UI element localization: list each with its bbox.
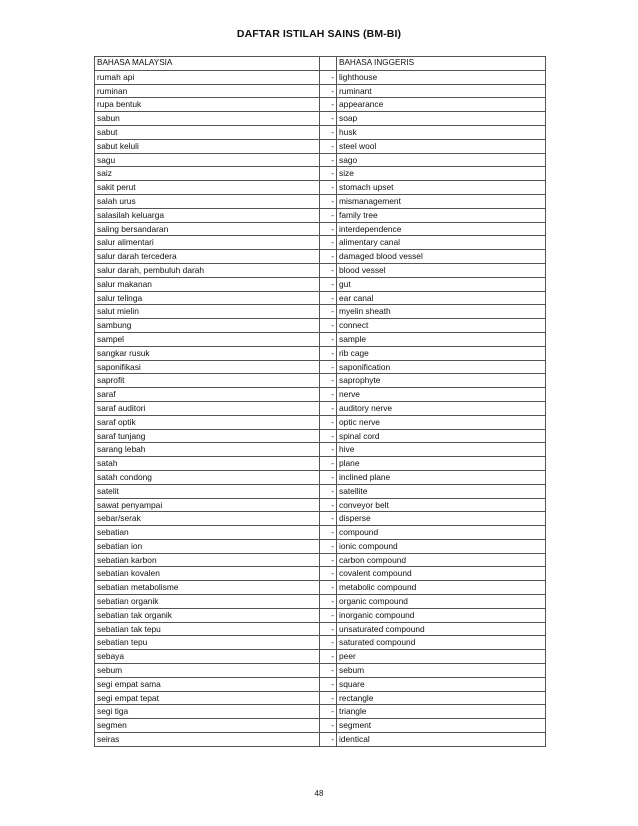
header-separator (320, 57, 337, 71)
term-malay: sebum (95, 664, 320, 678)
term-separator: - (320, 581, 337, 595)
table-row (95, 553, 546, 567)
table-row (95, 112, 546, 126)
term-malay: saraf auditori (95, 401, 320, 415)
term-separator: - (320, 622, 337, 636)
term-separator: - (320, 539, 337, 553)
term-malay: salasilah keluarga (95, 208, 320, 222)
table-row (95, 484, 546, 498)
table-row (95, 222, 546, 236)
term-english: stomach upset (337, 181, 546, 195)
term-english: saturated compound (337, 636, 546, 650)
table-row (95, 277, 546, 291)
term-malay: sakit perut (95, 181, 320, 195)
glossary-table-body (95, 57, 546, 747)
table-row (95, 346, 546, 360)
term-english: square (337, 677, 546, 691)
term-english: rib cage (337, 346, 546, 360)
table-row (95, 236, 546, 250)
table-row (95, 415, 546, 429)
term-separator: - (320, 112, 337, 126)
table-row (95, 139, 546, 153)
table-row (95, 319, 546, 333)
table-row (95, 608, 546, 622)
term-english: saprophyte (337, 374, 546, 388)
term-malay: sebatian ion (95, 539, 320, 553)
term-english: metabolic compound (337, 581, 546, 595)
table-row (95, 636, 546, 650)
term-malay: sagu (95, 153, 320, 167)
table-row (95, 443, 546, 457)
header-bahasa-inggeris: BAHASA INGGERIS (337, 57, 546, 71)
term-malay: salur telinga (95, 291, 320, 305)
table-row (95, 167, 546, 181)
term-english: sago (337, 153, 546, 167)
table-row (95, 498, 546, 512)
table-row (95, 719, 546, 733)
term-separator: - (320, 650, 337, 664)
term-english: lighthouse (337, 70, 546, 84)
term-separator: - (320, 484, 337, 498)
term-separator: - (320, 526, 337, 540)
term-malay: sebatian organik (95, 595, 320, 609)
term-malay: seiras (95, 733, 320, 747)
term-malay: sebar/serak (95, 512, 320, 526)
term-separator: - (320, 705, 337, 719)
term-malay: sebatian (95, 526, 320, 540)
term-malay: sebatian tak organik (95, 608, 320, 622)
term-english: appearance (337, 98, 546, 112)
term-english: size (337, 167, 546, 181)
table-header-row (95, 57, 546, 71)
term-separator: - (320, 443, 337, 457)
table-row (95, 305, 546, 319)
term-english: blood vessel (337, 263, 546, 277)
term-english: ionic compound (337, 539, 546, 553)
term-english: gut (337, 277, 546, 291)
term-separator: - (320, 429, 337, 443)
term-separator: - (320, 470, 337, 484)
table-row (95, 691, 546, 705)
term-separator: - (320, 208, 337, 222)
term-english: soap (337, 112, 546, 126)
term-malay: sebatian tak tepu (95, 622, 320, 636)
term-english: husk (337, 125, 546, 139)
term-separator: - (320, 595, 337, 609)
term-english: sample (337, 332, 546, 346)
term-malay: sabun (95, 112, 320, 126)
table-row (95, 208, 546, 222)
term-malay: sebatian kovalen (95, 567, 320, 581)
table-row (95, 401, 546, 415)
term-separator: - (320, 332, 337, 346)
table-row (95, 291, 546, 305)
term-separator: - (320, 305, 337, 319)
term-english: steel wool (337, 139, 546, 153)
table-row (95, 70, 546, 84)
term-english: ear canal (337, 291, 546, 305)
table-row (95, 526, 546, 540)
term-malay: sebatian metabolisme (95, 581, 320, 595)
term-malay: saraf tunjang (95, 429, 320, 443)
term-separator: - (320, 498, 337, 512)
table-row (95, 622, 546, 636)
term-english: inclined plane (337, 470, 546, 484)
term-malay: rupa bentuk (95, 98, 320, 112)
table-row (95, 581, 546, 595)
term-separator: - (320, 98, 337, 112)
term-malay: satah condong (95, 470, 320, 484)
term-malay: satah (95, 457, 320, 471)
term-malay: sampel (95, 332, 320, 346)
table-row (95, 388, 546, 402)
term-malay: salur alimentari (95, 236, 320, 250)
term-english: carbon compound (337, 553, 546, 567)
term-english: satellite (337, 484, 546, 498)
term-separator: - (320, 291, 337, 305)
term-separator: - (320, 222, 337, 236)
term-malay: satelit (95, 484, 320, 498)
term-malay: salur makanan (95, 277, 320, 291)
table-row (95, 360, 546, 374)
table-row (95, 332, 546, 346)
table-row (95, 733, 546, 747)
term-separator: - (320, 70, 337, 84)
table-row (95, 181, 546, 195)
term-malay: sebaya (95, 650, 320, 664)
table-row (95, 125, 546, 139)
term-separator: - (320, 636, 337, 650)
term-english: unsaturated compound (337, 622, 546, 636)
term-separator: - (320, 388, 337, 402)
term-separator: - (320, 194, 337, 208)
term-separator: - (320, 153, 337, 167)
term-separator: - (320, 360, 337, 374)
term-english: myelin sheath (337, 305, 546, 319)
term-english: spinal cord (337, 429, 546, 443)
term-malay: sabut keluli (95, 139, 320, 153)
term-malay: salut mielin (95, 305, 320, 319)
term-english: mismanagement (337, 194, 546, 208)
term-separator: - (320, 167, 337, 181)
term-malay: segi tiga (95, 705, 320, 719)
term-english: rectangle (337, 691, 546, 705)
table-row (95, 567, 546, 581)
table-row (95, 153, 546, 167)
table-row (95, 98, 546, 112)
term-separator: - (320, 84, 337, 98)
term-separator: - (320, 401, 337, 415)
term-malay: sebatian tepu (95, 636, 320, 650)
term-english: saponification (337, 360, 546, 374)
term-english: conveyor belt (337, 498, 546, 512)
term-separator: - (320, 346, 337, 360)
term-english: family tree (337, 208, 546, 222)
term-malay: salah urus (95, 194, 320, 208)
table-row (95, 650, 546, 664)
term-malay: saiz (95, 167, 320, 181)
term-english: auditory nerve (337, 401, 546, 415)
table-row (95, 250, 546, 264)
term-english: optic nerve (337, 415, 546, 429)
term-separator: - (320, 512, 337, 526)
term-separator: - (320, 664, 337, 678)
term-malay: ruminan (95, 84, 320, 98)
term-english: damaged blood vessel (337, 250, 546, 264)
term-english: sebum (337, 664, 546, 678)
term-separator: - (320, 319, 337, 333)
table-row (95, 263, 546, 277)
term-malay: segmen (95, 719, 320, 733)
term-english: triangle (337, 705, 546, 719)
term-separator: - (320, 277, 337, 291)
table-row (95, 664, 546, 678)
table-row (95, 705, 546, 719)
page-number: 48 (314, 789, 324, 798)
term-malay: saprofit (95, 374, 320, 388)
term-malay: sebatian karbon (95, 553, 320, 567)
table-row (95, 429, 546, 443)
term-english: hive (337, 443, 546, 457)
term-malay: sambung (95, 319, 320, 333)
term-separator: - (320, 691, 337, 705)
term-malay: salur darah tercedera (95, 250, 320, 264)
table-row (95, 539, 546, 553)
term-separator: - (320, 181, 337, 195)
term-malay: segi empat sama (95, 677, 320, 691)
term-separator: - (320, 677, 337, 691)
table-row (95, 512, 546, 526)
term-english: disperse (337, 512, 546, 526)
term-separator: - (320, 457, 337, 471)
term-separator: - (320, 263, 337, 277)
term-separator: - (320, 250, 337, 264)
term-malay: saraf optik (95, 415, 320, 429)
term-malay: sawat penyampai (95, 498, 320, 512)
term-separator: - (320, 567, 337, 581)
term-separator: - (320, 415, 337, 429)
term-malay: sarang lebah (95, 443, 320, 457)
header-bahasa-malaysia: BAHASA MALAYSIA (95, 57, 320, 71)
page-title: DAFTAR ISTILAH SAINS (BM-BI) (236, 28, 402, 40)
term-separator: - (320, 236, 337, 250)
term-english: alimentary canal (337, 236, 546, 250)
term-english: interdependence (337, 222, 546, 236)
term-english: nerve (337, 388, 546, 402)
term-separator: - (320, 719, 337, 733)
term-separator: - (320, 608, 337, 622)
term-separator: - (320, 139, 337, 153)
term-separator: - (320, 733, 337, 747)
term-malay: saraf (95, 388, 320, 402)
term-separator: - (320, 553, 337, 567)
term-malay: sabut (95, 125, 320, 139)
term-english: organic compound (337, 595, 546, 609)
table-row (95, 595, 546, 609)
term-malay: segi empat tepat (95, 691, 320, 705)
term-malay: sangkar rusuk (95, 346, 320, 360)
table-row (95, 374, 546, 388)
table-row (95, 457, 546, 471)
term-separator: - (320, 374, 337, 388)
term-english: inorganic compound (337, 608, 546, 622)
term-malay: salur darah, pembuluh darah (95, 263, 320, 277)
glossary-table (94, 56, 546, 747)
table-row (95, 470, 546, 484)
term-english: peer (337, 650, 546, 664)
term-separator: - (320, 125, 337, 139)
term-malay: rumah api (95, 70, 320, 84)
table-row (95, 194, 546, 208)
table-row (95, 677, 546, 691)
term-english: plane (337, 457, 546, 471)
term-english: ruminant (337, 84, 546, 98)
term-english: identical (337, 733, 546, 747)
term-malay: saling bersandaran (95, 222, 320, 236)
term-english: covalent compound (337, 567, 546, 581)
term-malay: saponifikasi (95, 360, 320, 374)
term-english: connect (337, 319, 546, 333)
table-row (95, 84, 546, 98)
term-english: compound (337, 526, 546, 540)
term-english: segment (337, 719, 546, 733)
